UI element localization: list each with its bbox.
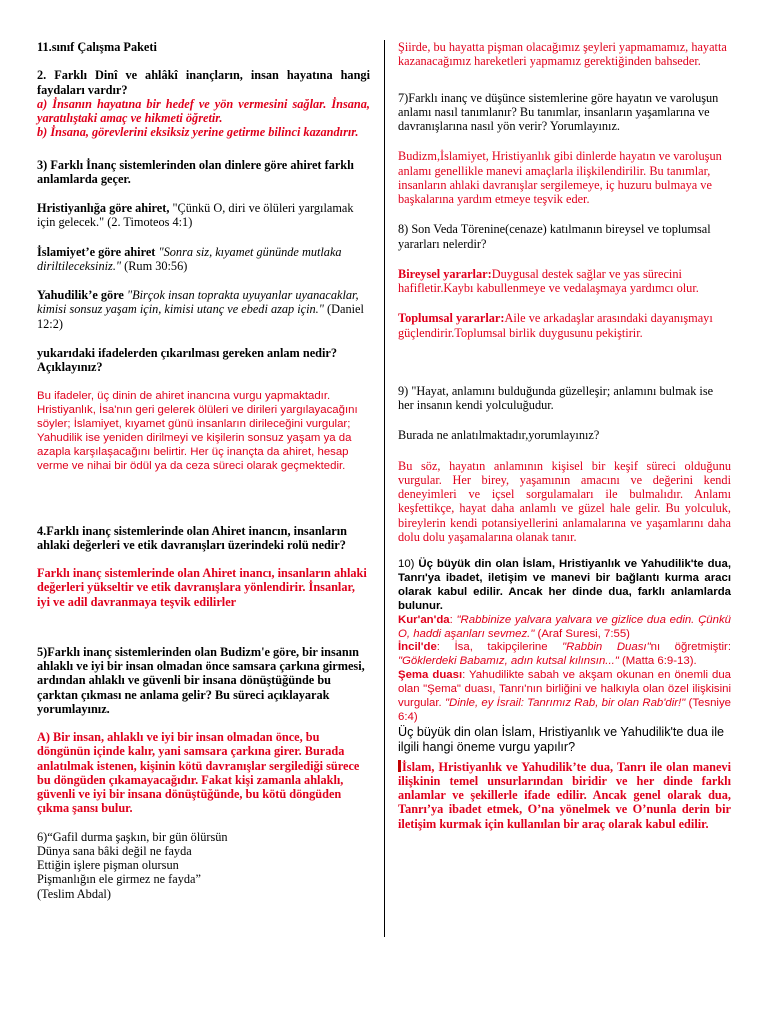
q8-social: [398, 311, 731, 340]
q7-question: 7)Farklı inanç ve düşünce sistemlerine göre hayatın ve varoluşun anlamı nasıl tanımlanır? Bu tanımlar, insanların yaşamlarına ve davranışlarına nasıl yön verir? Yorumlayınız.: [398, 90, 719, 133]
q6-poem-line: Ettiğin işlere pişman olursun: [37, 858, 179, 873]
q10-block: [398, 558, 731, 756]
q10-answer: [398, 760, 731, 831]
q10-shema-text: : Yahudilikte sabah ve akşam okunan en önemli dua olan "Şema" duası, Tanrı'nın birliğini ve halkıyla olan özel ilişkisini vurgular.: [398, 669, 731, 710]
q10-injil-label: İncil'de: [398, 641, 437, 654]
q3-islam: [37, 245, 370, 274]
q10-injil-ref: (Matta 6:9-13).: [618, 655, 697, 668]
q10-shema-quote: "Dinle, ey İsrail: Tanrımız Rab, bir olan Rab'dir!": [444, 697, 686, 710]
q4-answer: Farklı inanç sistemlerinde olan Ahiret inancı, insanların ahlaki değerleri yükseltir ve etik davranışlara yönlendirir. İnsanlar, iyi ve adil davranmaya teşvik edilirler: [37, 566, 367, 609]
q10-intro: [398, 558, 731, 614]
q10-quran-quote: "Rabbinize yalvara yalvara ve gizlice dua edin. Çünkü O, haddi aşanları sevmez.": [398, 613, 731, 640]
q10-injil-text: : İsa, takipçilerine: [436, 641, 563, 654]
q10-quran-sep: :: [449, 613, 457, 626]
q3-christianity: [37, 201, 370, 230]
q5-answer: A) Bir insan, ahlaklı ve iyi bir insan olmadan önce, bu döngünün içinde kalır, yani samsara çarkına girer. Burada anlatılmak istenen, kişinin kötü davranışlar sergilediği sürece bu döngüden çıkamayacağıdır. Fakat kişi zamanla ahlaklı, güvenli ve iyi bir insana dönüştüğünde, bu kötü döngüden çıkma şansı bulur.: [37, 730, 360, 816]
q10-answer-text: İslam, Hristiyanlık ve Yahudilik’te dua, Tanrı ile olan manevi ilişkinin temel unsurlarından biridir ve her dinde farklı anlamlar ve şekillerle ifade edilir. Ancak genel olarak dua, Tanrı’ya ibadet etmek, O’na yönelmek ve O’nunla derin bir iletişim kurmak için kullanılan bir araç olarak kabul edilir.: [398, 759, 731, 831]
q8-individual-text: Duygusal destek sağlar ve yas sürecini hafifletir.Kaybı kabullenmeye ve vedalaşmaya yardımcı olur.: [398, 266, 699, 295]
q6-poem-line: Dünya sana bâki değil ne fayda: [37, 843, 192, 858]
q3-islam-ref: (Rum 30:56): [121, 258, 188, 273]
q8-question: 8) Son Veda Törenine(cenaze) katılmanın bireysel ve toplumsal yararları nelerdir?: [398, 222, 711, 251]
q3-islam-quote: "Sonra siz, kıyamet gününde mutlaka diriltileceksiniz.": [37, 244, 342, 273]
q10-shema: [398, 669, 731, 725]
text-cursor: [398, 760, 401, 772]
q10-shema-ref: (Tesniye 6:4): [398, 697, 731, 723]
q3-followup: yukarıdaki ifadelerden çıkarılması gereken anlam nedir? Açıklayınız?: [37, 345, 338, 374]
q10-quran-ref: (Araf Suresi, 7:55): [534, 627, 630, 640]
q2-answer-b: b) İnsana, görevlerini eksiksiz yerine getirme bilinci kazandırır.: [37, 125, 359, 140]
q10-quran-label: Kur'an'da: [398, 613, 450, 626]
q10-injil-quote2: "Göklerdeki Babamız, adın kutsal kılınsın...": [398, 655, 619, 668]
q3-answer: Bu ifadeler, üç dinin de ahiret inancına vurgu yapmaktadır. Hristiyanlık, İsa'nın geri gelerek ölüleri ve dirileri yargılayacağını söyler; İslamiyet, kıyamet günü insanların dirileceğini vurgular; Yahudilik ise yeniden dirilmeyi ve kişilerin sonsuz yaşam ya da azapla karşılaşacağını belirtir. Her üç inançta da ahiret, hesap verme ve nihai bir ödül ya da ceza süreci olarak geçmektedir.: [37, 390, 358, 472]
left-column: [37, 40, 370, 914]
q2-question: 2. Farklı Dinî ve ahlâkî inançların, insan hayatına hangi faydaları vardır?: [37, 68, 370, 97]
q3-christianity-quote: "Çünkü O, diri ve ölüleri yargılamak için gelecek." (2. Timoteos 4:1): [37, 201, 354, 230]
q6-answer: Şiirde, bu hayatta pişman olacağımız şeyleri yapmamamız, hayatta kazanacağımız hareketleri yapmamız gerektiğinden bahseder.: [398, 40, 727, 69]
q3-judaism-ref: (Daniel 12:2): [37, 302, 364, 331]
q5-question: 5)Farklı inanç sistemlerinden olan Budizm'e göre, bir insanın ahlaklı ve iyi bir insan olmadan önce samsara çarkına girmesi, ardından ahlaklı ve güvenli bir insana dönüştüğünde bu çarktan çıkması ne anlama gelir? Bu süreci açıklayarak yorumlayınız.: [37, 644, 365, 716]
q2-answer-a: a) İnsanın hayatına bir hedef ve yön vermesini sağlar. İnsana, yaratılıştaki amaç ve hikmeti öğretir.: [37, 96, 370, 125]
q10-question: Üç büyük din olan İslam, Hristiyanlık ve Yahudilik'te dua ile ilgili hangi öneme vurgu yapılır?: [398, 724, 725, 755]
q6-poem-line: Pişmanlığın ele girmez ne fayda”: [37, 872, 201, 887]
q3-judaism-quote: "Birçok insan toprakta uyuyanlar uyanacaklar, kimisi sonsuz yaşam için, kimisi utanç ve ebedi azap için.": [37, 288, 359, 317]
q8-individual: [398, 267, 731, 296]
q3-christianity-label: Hristiyanlığa göre ahiret,: [37, 201, 170, 215]
q9-quote: 9) "Hayat, anlamını bulduğunda güzelleşir; anlamını bulmak ise her insanın kendi yolculuğudur.: [398, 383, 714, 412]
q10-injil-text2: nı öğretmiştir:: [650, 641, 732, 654]
q10-quran: [398, 614, 731, 642]
q9-answer: Bu söz, hayatın anlamının kişisel bir keşif süreci olduğunu vurgular. Her birey, yaşamının amacını ve değerini kendi deneyimleri ve içsel sorgulamaları ile bulmalıdır. Anlamı keşfettikçe, hayat daha anlamlı ve güzel hale gelir. Bu yolculuk, bireylerin kendi potansiyellerini anlamalarına ve yaşamlarını daha dolu dolu yaşamalarına olanak tanır.: [398, 458, 731, 544]
right-column: [398, 40, 731, 831]
q10-injil-quote: "Rabbin Duası": [562, 641, 651, 654]
q3-judaism-label: Yahudilik’e göre: [37, 288, 124, 302]
q10-shema-label: Şema duası: [398, 669, 463, 682]
column-divider: [384, 40, 385, 937]
q7-answer: Budizm,İslamiyet, Hristiyanlık gibi dinlerde hayatın ve varoluşun anlamı genellikle manevi amaçlarla ilişkilendirilir. Bu tanımlar, insanların ahlaki davranışlar sergilemeye, iç huzuru bulmaya ve başkalarına yardım etmeye teşvik eder.: [398, 149, 722, 206]
q9-question: Burada ne anlatılmaktadır,yorumlayınız?: [398, 428, 600, 443]
q8-social-label: Toplumsal yararlar:: [398, 311, 505, 326]
q8-social-text: Aile ve arkadaşlar arasındaki dayanışmayı güçlendirir.Toplumsal birlik duygusunu pekiştirir.: [398, 311, 713, 340]
q6-poem-line: 6)“Gafil durma şaşkın, bir gün ölürsün: [37, 829, 228, 844]
q6-poem: [37, 830, 370, 901]
q8-individual-label: Bireysel yararlar:: [398, 266, 492, 281]
q6-poem-author: (Teslim Abdal): [37, 886, 111, 901]
q4-question: 4.Farklı inanç sistemlerinde olan Ahiret inancın, insanların ahlaki değerleri ve etik davranışları üzerindeki rolü nedir?: [37, 523, 347, 552]
q3-judaism: [37, 288, 370, 331]
q10-injil: [398, 641, 731, 669]
q3-question: 3) Farklı İnanç sistemlerinden olan dinlere göre ahiret farklı anlamlarda geçer.: [37, 157, 354, 186]
q3-islam-label: İslamiyet’e göre ahiret: [37, 244, 156, 259]
worksheet-title: 11.sınıf Çalışma Paketi: [37, 40, 157, 54]
q10-number: 10): [398, 558, 419, 570]
q10-intro-text: Üç büyük din olan İslam, Hristiyanlık ve Yahudilik'te dua, Tanrı'ya ibadet, iletişim ve manevi bir bağlantı kurma aracı olarak kabul edilir. Ancak her dinde dua, farklı anlamlarda bulunur.: [398, 558, 731, 612]
